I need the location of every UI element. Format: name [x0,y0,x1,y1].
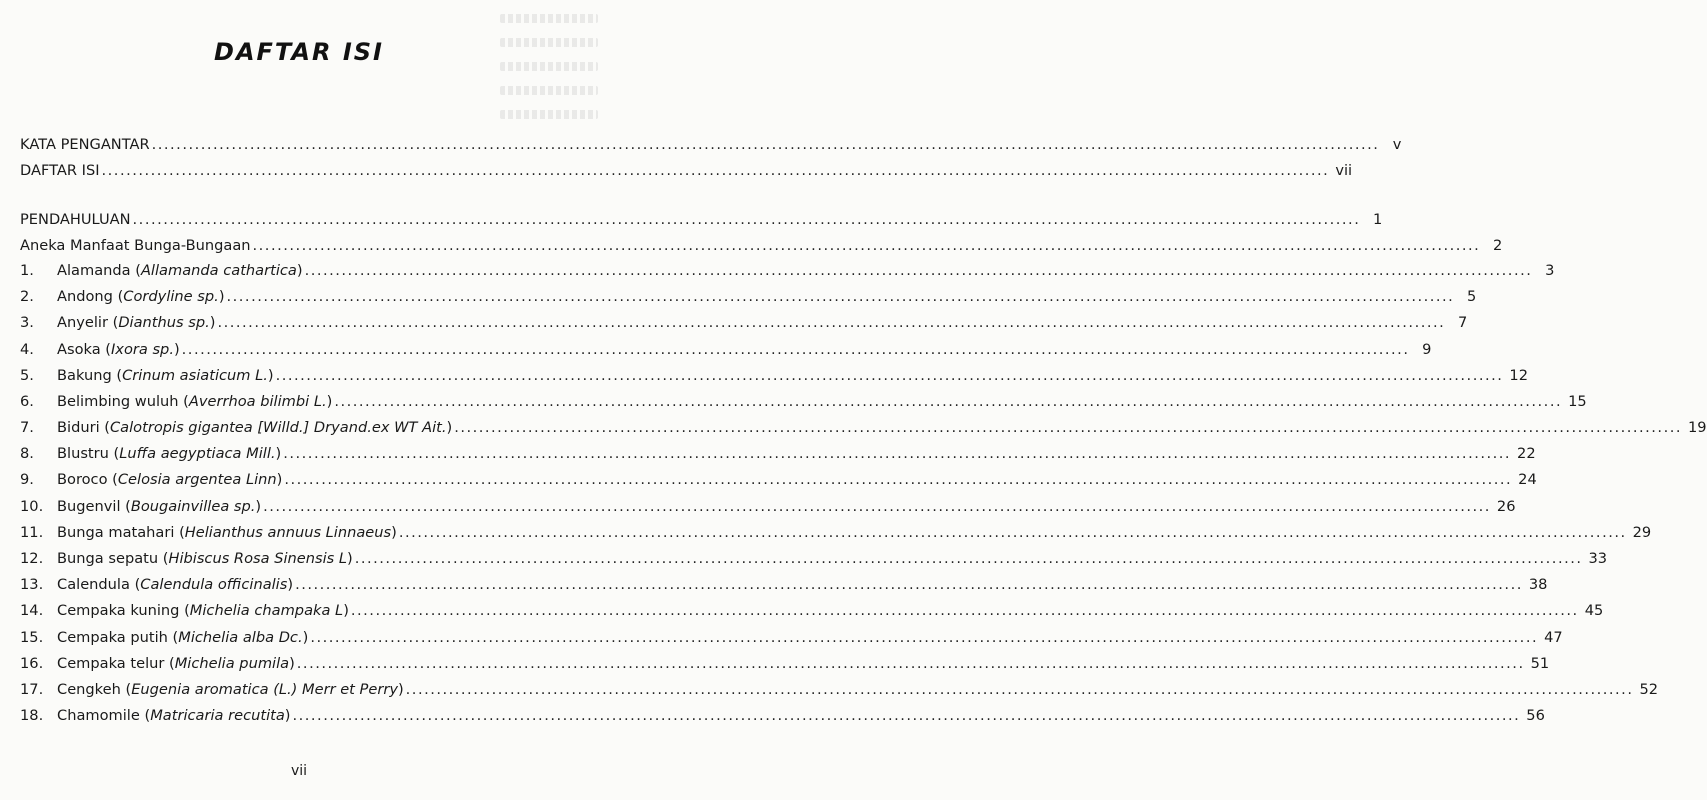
toc-page-number: 24 [1518,471,1537,489]
toc-entry-number: 8. [20,445,34,463]
toc-entry-number: 9. [20,471,34,489]
plant-common-name: Andong [57,288,113,306]
toc-entry-title: Alamanda (Allamanda cathartica) [57,262,303,279]
toc-entry [20,445,1536,463]
plant-common-name: Anyelir [57,314,108,332]
toc-label: KATA PENGANTAR [20,136,150,153]
toc-entry-number: 17. [20,680,44,698]
toc-leader: ........................................................................................................................................................................................................ [454,419,1682,437]
toc-entry-title: Cengkeh (Eugenia aromatica (L.) Merr et Perry) [57,680,404,698]
plant-latin-name: Crinum asiaticum L. [122,366,268,384]
toc-entry-number: 4. [20,340,34,358]
toc-entry-number: 16. [20,654,44,672]
toc-leader: ........................................................................................................................................................................................................ [263,497,1491,515]
toc-entry-number: 14. [20,602,44,620]
toc-entry [20,288,1477,306]
plant-common-name: Cengkeh [57,680,121,698]
plant-latin-name: Celosia argentea Linn [117,471,277,489]
toc-leader: ........................................................................................................................................................................................................ [151,136,1380,153]
toc-page-number: 3 [1545,262,1555,279]
toc-label: Aneka Manfaat Bunga-Bungaan [20,237,251,254]
toc-entry-number: 6. [20,392,34,410]
toc-entry [20,392,1587,411]
toc-page-number: 56 [1526,707,1545,725]
toc-page-number: 26 [1496,497,1516,515]
toc-entry [20,576,1548,594]
toc-page-number: 1 [1373,211,1383,228]
plant-common-name: Bakung [57,366,112,384]
toc-leader: ........................................................................................................................................................................................................ [101,162,1330,179]
toc-page-number: 19 [1688,419,1707,437]
toc-entry-number: 13. [20,576,44,594]
toc-entry-title: Chamomile (Matricaria recutita) [57,707,291,725]
toc-entry-title: Boroco (Celosia argentea Linn) [57,471,283,489]
toc-row-section [20,211,1383,229]
toc-entry-number: 15. [20,628,44,646]
plant-latin-name: Calotropis gigantea [Willd.] Dryand.ex WT Ait. [109,419,447,437]
toc-page-number: 51 [1530,654,1550,672]
toc-leader: ........................................................................................................................................................................................................ [217,314,1446,332]
plant-common-name: Bunga sepatu [57,550,159,567]
toc-page-number: v [1392,136,1402,153]
toc-entry-title: Bakung (Crinum asiaticum L.) [57,366,274,384]
toc-leader: ........................................................................................................................................................................................................ [283,445,1512,463]
ghost-line [500,86,598,95]
page-number-footer: vii [290,763,308,779]
plant-latin-name: Michelia champaka L [189,602,344,620]
ghost-line [500,14,598,23]
toc-entry-number: 1. [20,262,34,279]
plant-common-name: Asoka [57,340,101,358]
toc-page-number: vii [1335,162,1353,179]
toc-entry-number: 10. [20,497,44,515]
plant-common-name: Calendula [57,576,130,594]
toc-entry [20,628,1563,647]
toc-entry [20,366,1528,385]
toc-leader: ........................................................................................................................................................................................................ [405,680,1634,698]
toc-row-section [20,237,1503,255]
toc-entry-number: 7. [20,419,34,437]
plant-common-name: Belimbing wuluh [57,392,179,410]
toc-leader: ........................................................................................................................................................................................................ [181,340,1410,358]
toc-page-number: 5 [1467,288,1477,306]
toc-entry-number: 5. [20,366,34,384]
toc-entry [20,550,1608,568]
plant-common-name: Bunga matahari [57,523,175,541]
toc-entry-title: Blustru (Luffa aegyptiaca Mill.) [57,445,282,463]
toc-entry-number: 18. [20,707,44,725]
toc-entry-number: 11. [20,523,44,541]
toc-entry-title: Cempaka kuning (Michelia champaka L) [57,602,349,620]
plant-latin-name: Hibiscus Rosa Sinensis L [168,550,348,567]
plant-common-name: Cempaka telur [57,654,165,672]
toc-leader: ........................................................................................................................................................................................................ [252,237,1481,254]
toc-entry [20,680,1659,699]
plant-common-name: Cempaka kuning [57,602,180,620]
plant-latin-name: Averrhoa bilimbi L. [188,392,327,410]
plant-latin-name: Michelia pumila [174,654,290,672]
toc-label: PENDAHULUAN [20,211,131,228]
toc-entry [20,314,1468,332]
toc-entry-title: Bugenvil (Bougainvillea sp.) [57,497,262,515]
toc-entry [20,419,1707,437]
toc-label: DAFTAR ISI [20,162,100,179]
toc-row-front-matter [20,162,1353,180]
plant-latin-name: Luffa aegyptiaca Mill. [119,445,276,463]
toc-page-number: 47 [1544,628,1563,646]
plant-common-name: Bugenvil [57,497,121,515]
toc-entry [20,523,1652,542]
plant-common-name: Boroco [57,471,108,489]
plant-common-name: Biduri [57,419,100,437]
toc-entry [20,497,1516,516]
toc-entry-title: Bunga sepatu (Hibiscus Rosa Sinensis L) [57,550,353,567]
toc-leader: ........................................................................................................................................................................................................ [292,707,1521,725]
plant-latin-name: Eugenia aromatica (L.) Merr et Perry [131,680,398,698]
toc-page-number: 2 [1493,237,1503,254]
plant-latin-name: Bougainvillea sp. [130,497,256,515]
toc-page-number: 12 [1509,366,1528,384]
toc-entry-title: Bunga matahari (Helianthus annuus Linnaeus) [57,523,397,541]
toc-leader: ........................................................................................................................................................................................................ [295,576,1523,594]
plant-common-name: Blustru [57,445,109,463]
ghost-line [500,110,598,119]
toc-entry-number: 12. [20,550,44,567]
page-title: DAFTAR ISI [214,38,384,66]
toc-entry-title: Cempaka putih (Michelia alba Dc.) [57,628,309,646]
toc-leader: ........................................................................................................................................................................................................ [296,654,1525,672]
toc-entry-title: Calendula (Calendula officinalis) [57,576,294,594]
plant-latin-name: Helianthus annuus Linnaeus [184,523,392,541]
plant-common-name: Alamanda [57,262,131,279]
toc-leader: ........................................................................................................................................................................................................ [310,628,1539,646]
toc-page-number: 15 [1568,392,1587,410]
toc-entry [20,340,1432,359]
toc-leader: ........................................................................................................................................................................................................ [275,366,1504,384]
plant-latin-name: Ixora sp. [111,340,174,358]
toc-entry [20,262,1555,280]
toc-leader: ........................................................................................................................................................................................................ [304,262,1533,279]
toc-page-number: 45 [1584,602,1604,620]
toc-entry [20,602,1604,620]
toc-page-number: 7 [1457,314,1468,332]
plant-latin-name: Dianthus sp. [118,314,210,332]
toc-page-number: 29 [1632,523,1652,541]
toc-leader: ........................................................................................................................................................................................................ [398,523,1627,541]
toc-leader: ........................................................................................................................................................................................................ [354,550,1583,567]
toc-page-number: 52 [1639,680,1659,698]
toc-entry-number: 2. [20,288,34,306]
toc-entry-title: Asoka (Ixora sp.) [57,340,180,358]
toc-page-number: 22 [1517,445,1536,463]
toc-entry [20,707,1545,725]
toc-entry-title: Belimbing wuluh (Averrhoa bilimbi L.) [57,392,333,410]
toc-row-front-matter [20,136,1402,154]
toc-leader: ........................................................................................................................................................................................................ [284,471,1513,489]
toc-entry [20,654,1550,673]
toc-entry-title: Biduri (Calotropis gigantea [Willd.] Dryand.ex WT Ait.) [57,419,453,437]
toc-page-number: 33 [1588,550,1608,567]
toc-entry-title: Cempaka telur (Michelia pumila) [57,654,295,672]
toc-entry-title: Anyelir (Dianthus sp.) [57,314,216,332]
toc-page-number: 38 [1528,576,1548,594]
toc-entry-title: Andong (Cordyline sp.) [57,288,225,306]
plant-latin-name: Calendula officinalis [140,576,288,594]
toc-entry-number: 3. [20,314,34,332]
toc-leader: ........................................................................................................................................................................................................ [132,211,1361,228]
plant-latin-name: Michelia alba Dc. [178,628,303,646]
toc-leader: ........................................................................................................................................................................................................ [226,288,1455,306]
toc-entry [20,471,1537,489]
plant-latin-name: Allamanda cathartica [140,262,297,279]
toc-page-number: 9 [1422,340,1432,358]
toc-leader: ........................................................................................................................................................................................................ [334,392,1563,410]
toc-leader: ........................................................................................................................................................................................................ [350,602,1579,620]
plant-latin-name: Matricaria recutita [150,707,285,725]
plant-common-name: Cempaka putih [57,628,168,646]
plant-common-name: Chamomile [57,707,140,725]
plant-latin-name: Cordyline sp. [123,288,219,306]
